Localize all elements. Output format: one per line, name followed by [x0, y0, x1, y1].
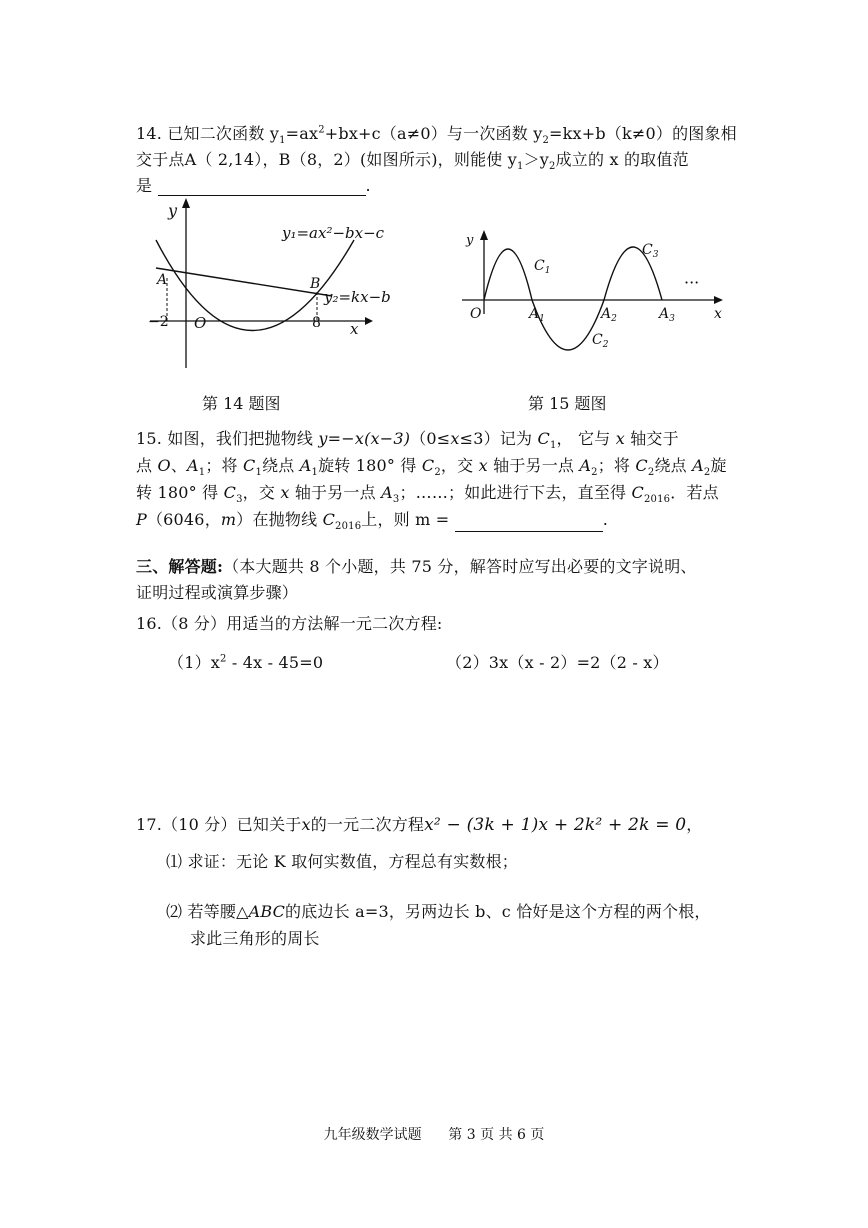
fig15-label-c2: $C_2$ [592, 332, 609, 350]
q15-line1: 15. 如图，我们把抛物线 y=−x(x−3)（0≤x≤3）记为 $C_1$， 它与 x 轴交于 [136, 429, 679, 452]
fig14-line-label: y₂=kx−b [324, 288, 391, 306]
fig14-point-b: B [310, 276, 321, 292]
fig14-caption: 第 14 题图 [202, 394, 281, 413]
q16-part2: （2）3x（x - 2）=2（2 - x） [446, 653, 669, 672]
q17-part2: ⑵ 若等腰△ABC的底边长 a=3，另两边长 b、c 恰好是这个方程的两个根， [166, 902, 711, 921]
fig14-x-arrow [365, 317, 373, 325]
q14-line2: 交于点A（ 2,14），B（8，2）(如图所示)，则能使 $y_1>y_2$成立的 x 的取值范 [136, 150, 689, 173]
q16-part1: $(1)x^2 - 4x - 45=0$ [168, 653, 324, 672]
fig14-origin: O [194, 314, 207, 332]
q14-answer-blank[interactable] [158, 179, 366, 196]
fig15-origin: O [470, 306, 482, 322]
fig15-x-label: x [714, 306, 722, 322]
section3-line1: 三、解答题:（本大题共 8 个小题，共 75 分，解答时应写出必要的文字说明、 [136, 557, 697, 576]
q17-equation: x² − (3k + 1)x + 2k² + 2k = 0 [424, 815, 687, 835]
fig14-y-label: y [168, 201, 178, 220]
q14-line3: 是 . [136, 176, 371, 195]
fig15-caption: 第 15 题图 [528, 394, 607, 413]
fig15-ellipsis: ··· [684, 273, 700, 292]
fig14-y-arrow [182, 198, 190, 208]
fig15-label-a1: $A_1$ [529, 306, 545, 324]
fig15-x-arrow [714, 296, 723, 304]
fig14-line [156, 268, 332, 296]
q14-line1: 14. 已知二次函数 $y_1=ax^2+bx+c(a\ne 0)$与一次函数 $y_2=kx+b(k\ne 0)$的图象相 [136, 124, 737, 147]
section3-line2: 证明过程或演算步骤） [136, 583, 299, 602]
q17-part2-line2: 求此三角形的周长 [190, 929, 320, 948]
q16-stem: 16.（8 分）用适当的方法解一元二次方程: [136, 614, 443, 633]
q15-line4: P（6046，m）在抛物线 $C_{2016}$上，则 m = . [136, 510, 609, 533]
fig14-parabola-label: y₁=ax²−bx−c [282, 224, 385, 242]
page-footer: 九年级数学试题 第 3 页 共 6 页 [323, 1127, 545, 1143]
fig15-curve-c1 [484, 249, 532, 300]
q15-line2: 点 O、$A_1$；将 $C_1$绕点 $A_1$旋转 180° 得 $C_2$，交 x 轴于另一点 $A_2$；将 $C_2$绕点 $A_2$旋 [136, 456, 727, 479]
fig15-label-a2: $A_2$ [601, 306, 617, 324]
q15-answer-blank[interactable] [455, 515, 603, 532]
figure-15 [458, 222, 738, 360]
q15-line3: 转 180° 得 $C_3$，交 x 轴于另一点 $A_3$；……；如此进行下去，直至得 $C_{2016}$．若点 [136, 483, 719, 506]
fig15-label-c1: $C_1$ [534, 258, 551, 276]
q17-part1: ⑴ 求证：无论 K 取何实数值，方程总有实数根； [166, 852, 519, 871]
fig14-tick-8: 8 [312, 315, 321, 331]
fig14-x-label: x [350, 320, 359, 338]
fig14-point-a: A [157, 272, 168, 288]
fig15-y-label: y [466, 233, 474, 248]
q17-stem: 17.（10 分）已知关于x的一元二次方程x² − (3k + 1)x + 2k² + 2k = 0， [136, 815, 703, 835]
fig15-label-a3: $A_3$ [659, 306, 675, 324]
fig14-tick-neg2: −2 [148, 314, 169, 330]
fig15-y-arrow [480, 230, 488, 240]
fig15-label-c3: $C_3$ [642, 242, 659, 260]
figure-14 [140, 196, 410, 376]
